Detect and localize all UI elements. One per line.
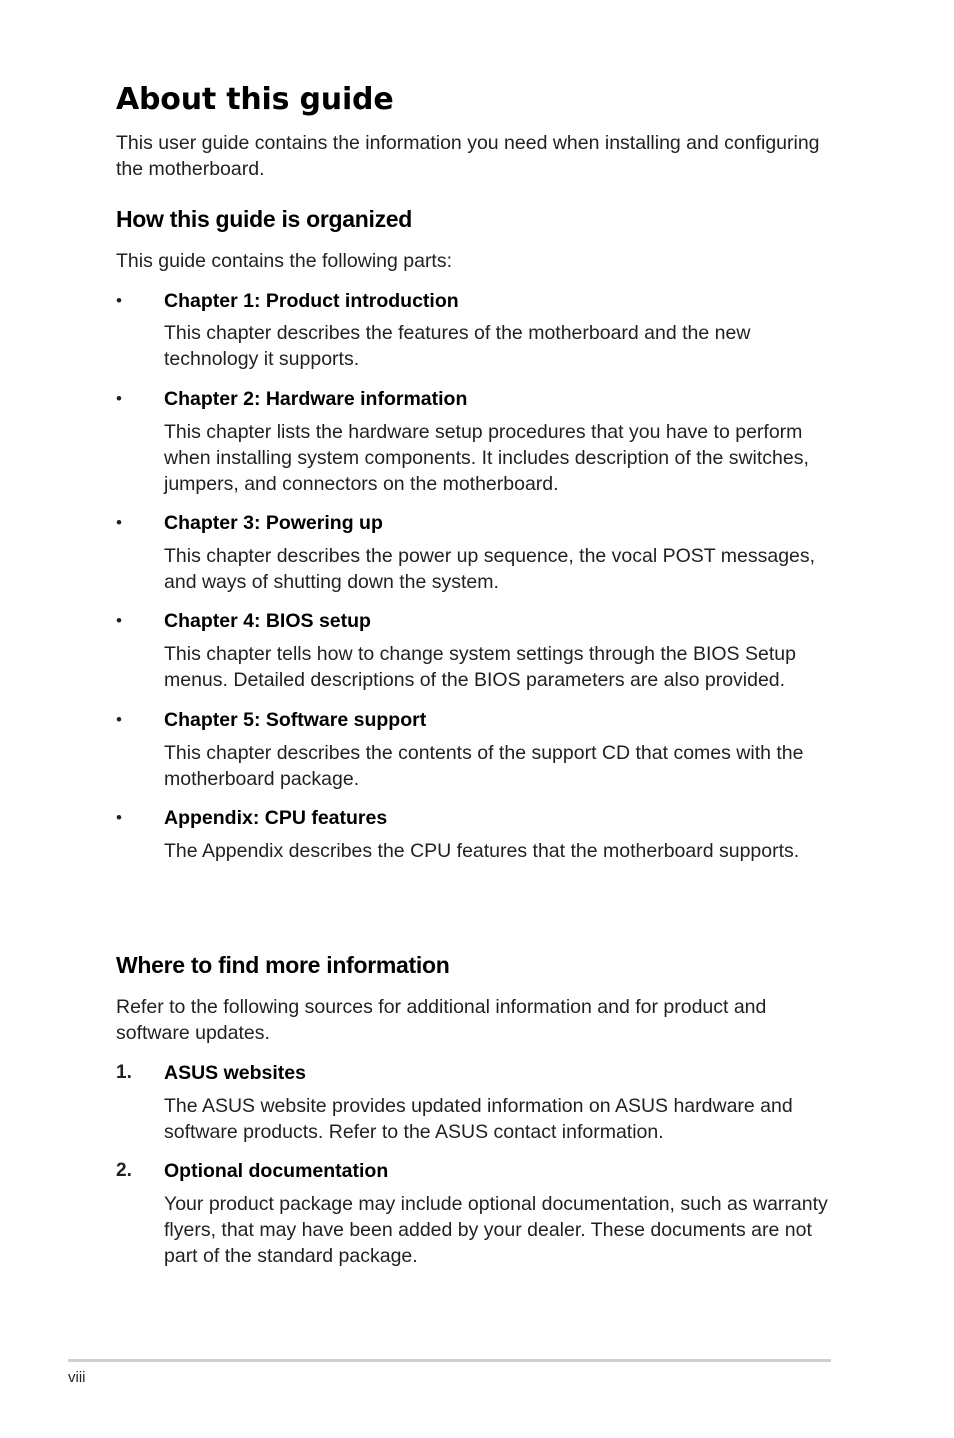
asus-websites-description: The ASUS website provides updated information on ASUS hardware and software products. Refer to the ASUS contact information. (164, 1095, 793, 1143)
chapter-2-title: Chapter 2: Hardware information (164, 388, 468, 410)
item-number: 1. (116, 1062, 132, 1083)
asus-websites-title: ASUS websites (164, 1062, 306, 1084)
chapter-2-description: This chapter lists the hardware setup procedures that you have to perform when installing system components. It includes description of the switches, jumpers, and connectors on the motherboard. (164, 421, 809, 495)
page-number: viii (68, 1369, 86, 1386)
organized-lead: This guide contains the following parts: (116, 250, 453, 272)
footer-divider (68, 1359, 831, 1362)
chapter-1-description: This chapter describes the features of the motherboard and the new technology it supports. (164, 322, 751, 370)
page-title: About this guide (116, 82, 394, 117)
bullet: • (116, 611, 122, 630)
chapter-1-title: Chapter 1: Product introduction (164, 290, 459, 312)
bullet: • (116, 389, 122, 408)
chapter-4-title: Chapter 4: BIOS setup (164, 610, 371, 632)
section-heading-more-info: Where to find more information (116, 952, 450, 978)
bullet: • (116, 291, 122, 310)
chapter-3-description: This chapter describes the power up sequence, the vocal POST messages, and ways of shutting down the system. (164, 545, 816, 593)
appendix-description: The Appendix describes the CPU features that the motherboard supports. (164, 840, 800, 862)
section-heading-organized: How this guide is organized (116, 206, 413, 232)
chapter-3-title: Chapter 3: Powering up (164, 512, 383, 534)
optional-documentation-description: Your product package may include optional documentation, such as warranty flyers, that may have been added by your dealer. These documents are not part of the standard package. (164, 1193, 828, 1267)
chapter-5-title: Chapter 5: Software support (164, 709, 427, 731)
bullet: • (116, 710, 122, 729)
bullet: • (116, 513, 122, 532)
more-info-lead: Refer to the following sources for additional information and for product and software updates. (116, 996, 767, 1044)
appendix-title: Appendix: CPU features (164, 807, 388, 829)
intro-paragraph: This user guide contains the information you need when installing and configuring the motherboard. (116, 132, 820, 180)
item-number: 2. (116, 1160, 132, 1181)
chapter-5-description: This chapter describes the contents of the support CD that comes with the motherboard package. (164, 742, 804, 790)
bullet: • (116, 808, 122, 827)
chapter-4-description: This chapter tells how to change system settings through the BIOS Setup menus. Detailed descriptions of the BIOS parameters are also provided. (164, 643, 796, 691)
optional-documentation-title: Optional documentation (164, 1160, 389, 1182)
